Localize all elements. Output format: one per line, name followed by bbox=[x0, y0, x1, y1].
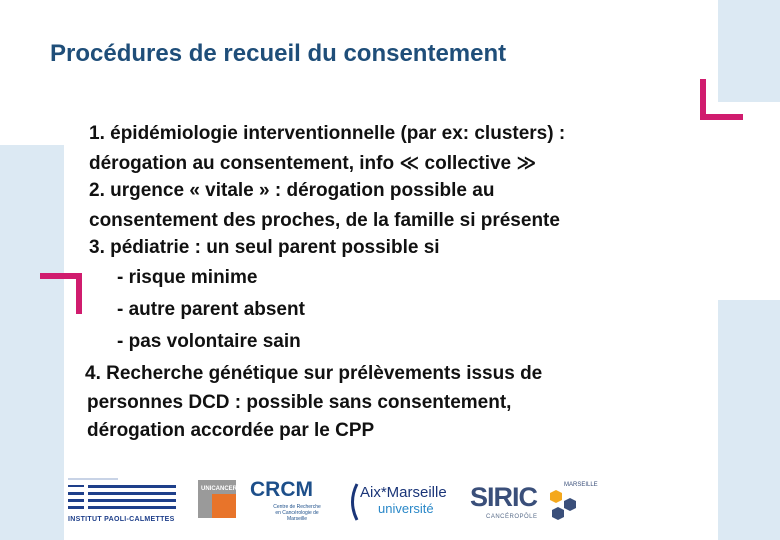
ipc-logo bbox=[68, 476, 188, 526]
svg-text:UNICANCER: UNICANCER bbox=[201, 486, 236, 492]
slide-title: Procédures de recueil du consentement bbox=[50, 40, 507, 67]
crcm-logo-subtitle: Centre de Recherche en Cancérologie de Marseille bbox=[273, 504, 321, 522]
unicancer-logo bbox=[198, 480, 236, 518]
sub-item-parent-absent: - autre parent absent bbox=[117, 298, 305, 320]
unicancer-icon bbox=[198, 480, 236, 518]
siric-logo-text: SIRIC bbox=[470, 482, 538, 512]
amu-bracket-icon bbox=[346, 482, 360, 522]
decorative-panel-right bbox=[718, 300, 780, 540]
decorative-panel-left bbox=[0, 145, 64, 540]
item-2-continuation: consentement des proches, de la famille si présente bbox=[89, 209, 560, 231]
amu-logo bbox=[346, 482, 456, 522]
sub-item-volunteer: - pas volontaire sain bbox=[117, 330, 301, 352]
amu-logo-line2: université bbox=[378, 501, 434, 516]
crcm-logo-text: CRCM bbox=[250, 478, 313, 501]
item-4-continuation-2: dérogation accordée par le CPP bbox=[87, 419, 375, 441]
decorative-panel-top-right bbox=[718, 0, 780, 102]
item-1-line: 1. épidémiologie interventionnelle (par ex: clusters) : bbox=[89, 123, 566, 144]
sub-item-risk: - risque minime bbox=[117, 266, 258, 288]
item-4-line: 4. Recherche génétique sur prélèvements issus de bbox=[85, 362, 543, 384]
ipc-stripes-icon bbox=[68, 476, 188, 516]
item-3-line: 3. pédiatrie : un seul parent possible si bbox=[89, 237, 440, 258]
siric-logo-top: MARSEILLE bbox=[564, 482, 598, 488]
siric-logo-subtitle: CANCÉROPÔLE bbox=[486, 514, 538, 520]
slide-body bbox=[85, 122, 689, 448]
partner-logo-bar bbox=[64, 466, 598, 540]
amu-logo-line1: Aix*Marseille bbox=[360, 484, 447, 501]
hexagon-molecule-icon bbox=[548, 488, 588, 522]
siric-logo bbox=[468, 480, 598, 528]
item-1-continuation: dérogation au consentement, info ≪ collective ≫ bbox=[89, 152, 537, 174]
ipc-logo-text: INSTITUT PAOLI-CALMETTES bbox=[68, 516, 175, 523]
crcm-logo bbox=[250, 478, 330, 534]
item-2-line: 2. urgence « vitale » : dérogation possible au bbox=[89, 180, 495, 201]
item-4-continuation: personnes DCD : possible sans consentement, bbox=[87, 392, 512, 413]
